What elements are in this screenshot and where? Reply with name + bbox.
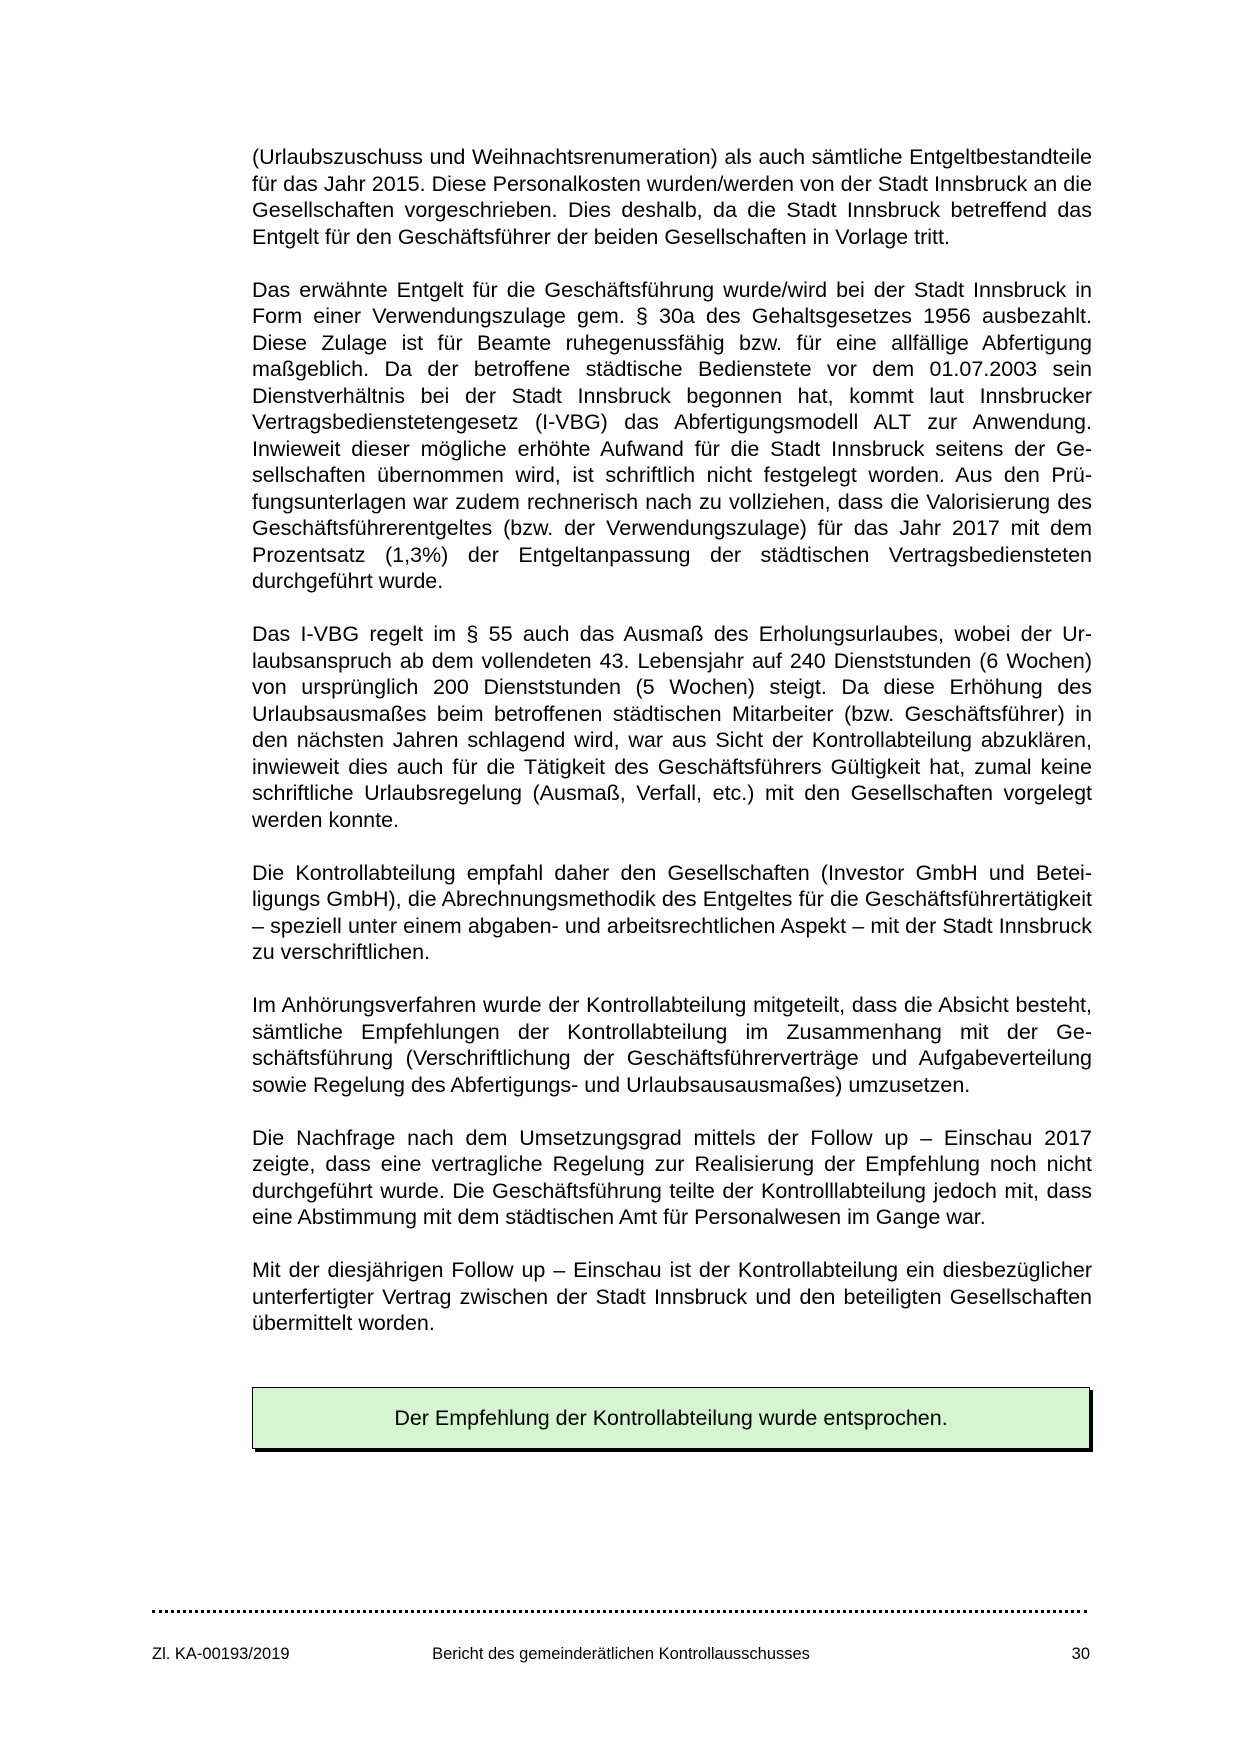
body-text (252, 144, 1092, 1363)
paragraph-5: Im Anhörungsverfahren wurde der Kontrollabteilung mitgeteilt, dass die Absicht besteht, sämtliche Empfehlungen der Kontrollabteilung im Zusammenhang mit der Geschäftsführung (Verschriftlichung der Geschäftsführerverträge und Aufgabeverteilung sowie Regelung des Abfertigungs- und Urlaubsausausmaßes) umzusetzen. (252, 993, 1092, 1097)
paragraph-6: Die Nachfrage nach dem Umsetzungsgrad mittels der Follow up – Einschau 2017 zeigte, dass eine vertragliche Regelung zur Realisierung der Empfehlung noch nicht durchgeführt wurde. Die Geschäftsführung teilte der Kontrolllabteilung jedoch mit, dass eine Abstimmung mit dem städtischen Amt für Personalwesen im Gange war. (252, 1125, 1092, 1229)
footer-divider (152, 1610, 1087, 1613)
page-number: 30 (1071, 1645, 1090, 1663)
paragraph-7: Mit der diesjährigen Follow up – Einschau ist der Kontrollabteilung ein diesbezüglicher unterfertigter Vertrag zwischen der Stadt Innsbruck und den beteiligten Gesellschaften übermittelt worden. (252, 1258, 1092, 1335)
paragraph-2: Das erwähnte Entgelt für die Geschäftsführung wurde/wird bei der Stadt Innsbruck in Form einer Verwendungszulage gem. § 30a des Gehaltsgesetzes 1956 ausbezahlt. Diese Zulage ist für Beamte ruhegenussfähig bzw. für eine allfällige Abfertigung maßgeblich. Da der betroffene städtische Bedienstete vor dem 01.07.2003 sein Dienstverhältnis bei der Stadt Innsbruck begonnen hat, kommt laut Innsbrucker Vertragsbedienstetengesetz (I-VBG) das Abfertigungsmodell ALT zur Anwendung. Inwieweit dieser mögliche erhöhte Aufwand für die Stadt Innsbruck seitens der Gesellschaften übernommen wird, ist schriftlich nicht festgelegt worden. Aus den Prüfungsunterlagen war zudem rechnerisch nach zu vollziehen, dass die Valorisierung des Geschäftsführerentgeltes (bzw. der Verwendungszulage) für das Jahr 2017 mit dem Prozentsatz (1,3%) der Entgeltanpassung der städtischen Vertragsbediensteten durchgeführt wurde. (252, 277, 1092, 593)
footer-title: Bericht des gemeinderätlichen Kontrollausschusses (432, 1645, 810, 1663)
page-footer (152, 1645, 1090, 1669)
paragraph-4: Die Kontrollabteilung empfahl daher den Gesellschaften (Investor GmbH und Beteiligungs GmbH), die Abrechnungsmethodik des Entgeltes für die Geschäftsführertätigkeit – speziell unter einem abgaben- und arbeitsrechtlichen Aspekt – mit der Stadt Innsbruck zu verschriftlichen. (252, 860, 1092, 964)
result-text: Der Empfehlung der Kontrollabteilung wurde entsprochen. (394, 1405, 948, 1430)
paragraph-3: Das I-VBG regelt im § 55 auch das Ausmaß des Erholungsurlaubes, wobei der Urlaubsanspruch ab dem vollendeten 43. Lebensjahr auf 240 Dienststunden (6 Wochen) von ursprünglich 200 Dienststunden (5 Wochen) steigt. Da diese Erhöhung des Urlaubsausmaßes beim betroffenen städtischen Mitarbeiter (bzw. Geschäftsführer) in den nächsten Jahren schlagend wird, war aus Sicht der Kontrollabteilung abzuklären, inwieweit dies auch für die Tätigkeit des Geschäftsführers Gültigkeit hat, zumal keine schriftliche Urlaubsregelung (Ausmaß, Verfall, etc.) mit den Gesellschaften vorgelegt werden konnte. (252, 622, 1092, 832)
result-box (252, 1387, 1090, 1449)
paragraph-1: (Urlaubszuschuss und Weihnachtsrenumeration) als auch sämtliche Entgeltbestandteile für das Jahr 2015. Diese Personalkosten wurden/werden von der Stadt Innsbruck an die Gesellschaften vorgeschrieben. Dies deshalb, da die Stadt Innsbruck betreffend das Entgelt für den Geschäftsführer der beiden Gesellschaften in Vorlage tritt. (252, 145, 1092, 249)
footer-reference: Zl. KA-00193/2019 (152, 1645, 290, 1663)
